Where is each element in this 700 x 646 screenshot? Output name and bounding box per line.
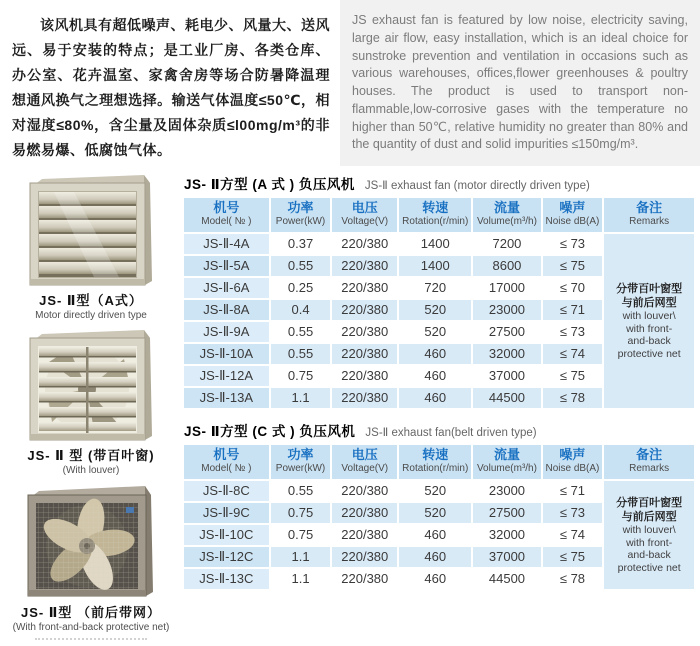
table-row bbox=[184, 481, 694, 501]
value-cell: 520 bbox=[399, 322, 471, 342]
model-cell: JS-Ⅱ-5A bbox=[184, 256, 269, 276]
value-cell: 220/380 bbox=[332, 388, 397, 408]
value-cell: ≤ 78 bbox=[543, 388, 603, 408]
product-caption-en: Motor directly driven type bbox=[35, 310, 147, 321]
product-caption-en: (With louver) bbox=[62, 465, 120, 476]
value-cell: ≤ 71 bbox=[543, 300, 603, 320]
value-cell: 8600 bbox=[473, 256, 540, 276]
value-cell: 0.55 bbox=[271, 481, 331, 501]
brand-label bbox=[126, 507, 134, 513]
value-cell: 0.75 bbox=[271, 366, 331, 386]
column-header bbox=[184, 445, 269, 479]
value-cell: 1400 bbox=[399, 256, 471, 276]
value-cell: 220/380 bbox=[332, 300, 397, 320]
column-header-en: Model( № ) bbox=[201, 462, 252, 474]
protective-net bbox=[36, 503, 138, 589]
product-caption-en: (With front-and-back protective net) bbox=[12, 622, 170, 633]
value-cell: 32000 bbox=[473, 525, 540, 545]
value-cell: 0.75 bbox=[271, 503, 331, 523]
value-cell: 0.55 bbox=[271, 322, 331, 342]
model-cell: JS-Ⅱ-6A bbox=[184, 278, 269, 298]
value-cell: 1.1 bbox=[271, 569, 331, 589]
value-cell: 1.1 bbox=[271, 547, 331, 567]
value-cell: ≤ 74 bbox=[543, 525, 603, 545]
model-cell: JS-Ⅱ-12C bbox=[184, 547, 269, 567]
column-header-en: Noise dB(A) bbox=[545, 215, 600, 227]
column-header-zh: 机号 bbox=[213, 200, 240, 215]
column-header-zh: 流量 bbox=[493, 446, 520, 462]
value-cell: 220/380 bbox=[332, 547, 397, 567]
value-cell: 0.4 bbox=[271, 300, 331, 320]
model-cell: JS-Ⅱ-10C bbox=[184, 525, 269, 545]
model-cell: JS-Ⅱ-13C bbox=[184, 569, 269, 589]
product-caption-zh: JS- Ⅱ 型 (带百叶窗) bbox=[27, 448, 155, 463]
table-title-zh: JS- Ⅱ方型 (C 式 ) 负压风机 bbox=[184, 423, 356, 439]
value-cell: 220/380 bbox=[332, 322, 397, 342]
louvered-fan-open-image bbox=[24, 327, 158, 443]
column-header-en: Rotation(r/min) bbox=[402, 215, 469, 227]
product-figure-with-net bbox=[13, 482, 170, 640]
model-cell: JS-Ⅱ-9A bbox=[184, 322, 269, 342]
table-title-zh: JS- Ⅱ方型 (A 式 ) 负压风机 bbox=[184, 177, 355, 192]
remarks-line-zh: 与前后网型 bbox=[621, 511, 677, 524]
value-cell: 0.55 bbox=[271, 344, 331, 364]
intro-paragraph-en: JS exhaust fan is featured by low noise, electricity saving, large air flow, easy installation, which is an ideal choice for sunstroke prevention and ventilation in occasions such as various warehouses, offices,flower greenhouses & poultry houses. The product is used to transport non-flammable,low-corrosive gases with the temperature no higher than 50℃, relative humidity no greater than 80% and the quantity of dust and solid impurities ≤150mg/m³. bbox=[340, 0, 700, 166]
remarks-line-en: protective net bbox=[617, 561, 681, 574]
column-header-en: Power(kW) bbox=[275, 462, 326, 474]
value-cell: 7200 bbox=[473, 234, 540, 254]
value-cell: 37000 bbox=[473, 366, 540, 386]
value-cell: 220/380 bbox=[332, 366, 397, 386]
column-header bbox=[604, 198, 694, 232]
value-cell: ≤ 78 bbox=[543, 569, 603, 589]
intro-section bbox=[0, 0, 700, 166]
value-cell: 220/380 bbox=[332, 234, 397, 254]
column-header bbox=[184, 198, 269, 232]
model-cell: JS-Ⅱ-8A bbox=[184, 300, 269, 320]
spec-table-c-type bbox=[182, 443, 696, 591]
product-caption-zh: JS- Ⅱ型 （前后带网） bbox=[20, 605, 161, 620]
column-header-en: Model( № ) bbox=[201, 215, 252, 227]
value-cell: ≤ 75 bbox=[543, 547, 603, 567]
value-cell: 220/380 bbox=[332, 278, 397, 298]
column-header-en: Rotation(r/min) bbox=[402, 462, 469, 474]
main-content bbox=[0, 170, 700, 646]
column-header bbox=[271, 198, 331, 232]
model-cell: JS-Ⅱ-8C bbox=[184, 481, 269, 501]
value-cell: 460 bbox=[399, 388, 471, 408]
value-cell: 1400 bbox=[399, 234, 471, 254]
column-header-zh: 噪声 bbox=[559, 446, 586, 462]
column-header-zh: 转速 bbox=[422, 200, 449, 215]
column-header-en: Volume(m³/h) bbox=[476, 215, 537, 227]
remarks-cell bbox=[604, 234, 694, 408]
table-header-row bbox=[184, 445, 694, 479]
column-header bbox=[399, 445, 471, 479]
column-header-en: Voltage(V) bbox=[341, 215, 389, 227]
net-fan-image bbox=[23, 482, 159, 600]
value-cell: 520 bbox=[399, 300, 471, 320]
value-cell: ≤ 71 bbox=[543, 481, 603, 501]
remarks-line-zh: 与前后网型 bbox=[621, 297, 677, 310]
value-cell: 220/380 bbox=[332, 525, 397, 545]
value-cell: ≤ 75 bbox=[543, 256, 603, 276]
column-header-en: Remarks bbox=[629, 462, 670, 474]
column-header-zh: 噪声 bbox=[559, 200, 586, 215]
louvered-fan-image bbox=[24, 172, 158, 288]
value-cell: 17000 bbox=[473, 278, 540, 298]
value-cell: 27500 bbox=[473, 503, 540, 523]
value-cell: 44500 bbox=[473, 388, 540, 408]
product-figure-a-type bbox=[24, 172, 158, 321]
remarks-line-en: protective net bbox=[617, 347, 681, 360]
value-cell: 44500 bbox=[473, 569, 540, 589]
column-header-en: Remarks bbox=[629, 215, 670, 227]
value-cell: 27500 bbox=[473, 322, 540, 342]
value-cell: 23000 bbox=[473, 481, 540, 501]
value-cell: 460 bbox=[399, 525, 471, 545]
model-cell: JS-Ⅱ-12A bbox=[184, 366, 269, 386]
column-header-zh: 备注 bbox=[636, 200, 663, 215]
column-header-zh: 流量 bbox=[493, 200, 520, 215]
fan-frame-bottom bbox=[28, 590, 146, 596]
value-cell: 460 bbox=[399, 366, 471, 386]
column-header-zh: 转速 bbox=[422, 446, 449, 462]
value-cell: 0.75 bbox=[271, 525, 331, 545]
remarks-line-en: with louver\ bbox=[622, 310, 676, 323]
value-cell: 0.25 bbox=[271, 278, 331, 298]
remarks-line-zh: 分带百叶窗型 bbox=[616, 496, 683, 509]
value-cell: 0.55 bbox=[271, 256, 331, 276]
value-cell: 0.37 bbox=[271, 234, 331, 254]
remarks-line-zh: 分带百叶窗型 bbox=[616, 282, 683, 295]
column-header bbox=[271, 445, 331, 479]
value-cell: 23000 bbox=[473, 300, 540, 320]
table-header-row bbox=[184, 198, 694, 232]
table-title-c-type bbox=[184, 420, 696, 441]
value-cell: 460 bbox=[399, 344, 471, 364]
product-photo-column bbox=[0, 170, 182, 646]
intro-paragraph-zh: 该风机具有超低噪声、耗电少、风量大、送风远、易于安装的特点；是工业厂房、各类仓库、办公室、花卉温室、家禽舍房等场合防暑降温理想通风换气之理想选择。输送气体温度≤50℃，相对湿度≤80%，含尘量及固体杂质≤l00mg/m³的非易燃易爆、低腐蚀气体。 bbox=[12, 17, 330, 158]
product-caption-zh: JS- Ⅱ型（A式） bbox=[39, 293, 143, 308]
model-cell: JS-Ⅱ-9C bbox=[184, 503, 269, 523]
remarks-line-en: with front- bbox=[626, 322, 673, 335]
value-cell: 720 bbox=[399, 278, 471, 298]
value-cell: 520 bbox=[399, 503, 471, 523]
value-cell: 1.1 bbox=[271, 388, 331, 408]
table-title-a-type bbox=[184, 173, 696, 194]
column-header bbox=[543, 198, 603, 232]
value-cell: ≤ 75 bbox=[543, 366, 603, 386]
column-header-zh: 电压 bbox=[351, 446, 378, 462]
model-cell: JS-Ⅱ-4A bbox=[184, 234, 269, 254]
value-cell: 220/380 bbox=[332, 481, 397, 501]
column-header-zh: 电压 bbox=[351, 200, 378, 215]
column-header-en: Noise dB(A) bbox=[545, 462, 600, 474]
value-cell: 32000 bbox=[473, 344, 540, 364]
column-header bbox=[399, 198, 471, 232]
table-title-en: JS-Ⅱ exhaust fan(belt driven type) bbox=[365, 426, 537, 439]
table-gap bbox=[182, 410, 696, 417]
column-header-en: Voltage(V) bbox=[341, 462, 389, 474]
value-cell: 460 bbox=[399, 547, 471, 567]
column-header-en: Power(kW) bbox=[275, 215, 326, 227]
model-cell: JS-Ⅱ-13A bbox=[184, 388, 269, 408]
value-cell: ≤ 70 bbox=[543, 278, 603, 298]
dotted-divider bbox=[35, 638, 147, 640]
model-cell: JS-Ⅱ-10A bbox=[184, 344, 269, 364]
column-header bbox=[604, 445, 694, 479]
remarks-line-en: with front- bbox=[626, 536, 673, 549]
column-header-en: Volume(m³/h) bbox=[476, 462, 537, 474]
value-cell: ≤ 73 bbox=[543, 322, 603, 342]
spec-table-column bbox=[182, 170, 700, 646]
value-cell: ≤ 73 bbox=[543, 234, 603, 254]
column-header-zh: 机号 bbox=[213, 446, 240, 462]
column-header bbox=[543, 445, 603, 479]
column-header-zh: 备注 bbox=[636, 446, 663, 462]
fan-frame-bottom bbox=[30, 434, 145, 440]
product-figure-with-louver bbox=[24, 327, 158, 476]
remarks-line-en: and-back bbox=[627, 549, 671, 562]
remarks-cell bbox=[604, 481, 694, 589]
value-cell: 37000 bbox=[473, 547, 540, 567]
fan-frame-bottom bbox=[30, 279, 145, 285]
table-title-en: JS-Ⅱ exhaust fan (motor directly driven type) bbox=[364, 180, 590, 192]
column-header bbox=[332, 445, 397, 479]
remarks-line-en: and-back bbox=[627, 335, 671, 348]
value-cell: ≤ 74 bbox=[543, 344, 603, 364]
column-header bbox=[473, 198, 540, 232]
value-cell: 220/380 bbox=[332, 344, 397, 364]
value-cell: 460 bbox=[399, 569, 471, 589]
column-header-zh: 功率 bbox=[287, 446, 314, 462]
remarks-line-en: with louver\ bbox=[622, 524, 676, 537]
value-cell: 520 bbox=[399, 481, 471, 501]
table-row bbox=[184, 234, 694, 254]
value-cell: 220/380 bbox=[332, 503, 397, 523]
spec-table-a-type bbox=[182, 196, 696, 410]
value-cell: 220/380 bbox=[332, 569, 397, 589]
column-header bbox=[332, 198, 397, 232]
column-header-zh: 功率 bbox=[287, 200, 314, 215]
column-header bbox=[473, 445, 540, 479]
louver-rod bbox=[86, 347, 89, 433]
value-cell: 220/380 bbox=[332, 256, 397, 276]
value-cell: ≤ 73 bbox=[543, 503, 603, 523]
